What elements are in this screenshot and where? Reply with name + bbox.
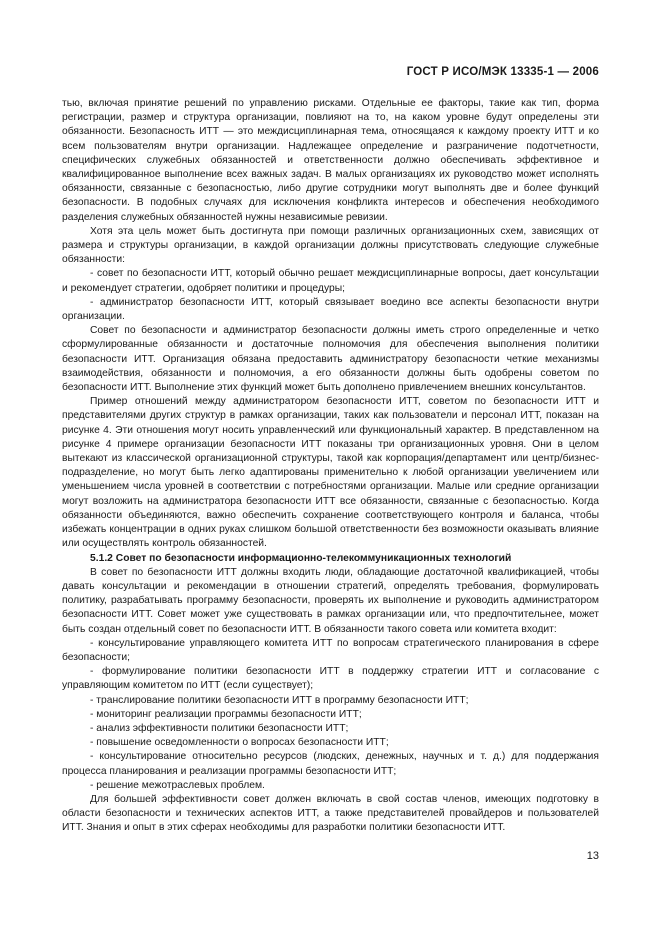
paragraph: Для большей эффективности совет должен включать в свой состав членов, имеющих подготовку в области безопасности и технических аспектов ИТТ, а также представителей провайдеров и пользователей ИТТ. Знания и опыт в этих сферах необходимы для разработки политики безопасности ИТТ. <box>62 793 599 834</box>
list-item: - консультирование управляющего комитета ИТТ по вопросам стратегического планирования в сфере безопасности; <box>62 637 599 663</box>
list-item: - мониторинг реализации программы безопасности ИТТ; <box>90 708 362 720</box>
paragraph: Совет по безопасности и администратор безопасности должны иметь строго определенные и четко сформулированные обязанности и достаточные полномочия для обеспечения выполнения политики безопасности ИТТ. Организация обязана предоставить администратору безопасности четкие механизмы взаимодействия, обязанности и полномочия, а его обязанности должны быть одобрены советом по безопасности ИТТ. Выполнение этих функций может быть дополнено привлечением внешних консультантов. <box>62 325 599 394</box>
list-item: - администратор безопасности ИТТ, который связывает воедино все аспекты безопасности внутри организации. <box>62 296 599 323</box>
page-header: ГОСТ Р ИСО/МЭК 13335-1 — 2006 <box>406 66 599 78</box>
paragraph: Пример отношений между администратором безопасности ИТТ, советом по безопасности ИТТ и представителями других структур в рамках организации, таких как пользователи и персонал ИТТ, показан на рисунке 4. Эти отношения могут носить управленческий или функциональный характер. В представленном на рисунке 4 примере организации безопасности ИТТ показаны три организационных уровня. Они в целом вытекают из классической организационной структуры, такой как корпорация/департамент или центр/бизнес-подразделение, но могут быть легко адаптированы применительно к любой организации увеличением или уменьшением числа уровней в соответствии с потребностями организации. Малые или средние организации могут возложить на администратора безопасности ИТТ все обязанности, связанные с безопасностью. Когда обязанности объединяются, важно обеспечить сохранение соответствующего контроля и баланса, чтобы избежать концентрации в одних руках слишком большой ответственности без возможности оказывать влияние или осуществлять контроль обязанностей. <box>62 396 599 550</box>
section-heading: 5.1.2 Совет по безопасности информационно-телекоммуникационных технологий <box>90 552 512 564</box>
list-item: - совет по безопасности ИТТ, который обычно решает междисциплинарные вопросы, дает консультации и рекомендует стратегии, одобряет политики и процедуры; <box>62 268 599 294</box>
paragraph: тью, включая принятие решений по управлению рисками. Отдельные ее факторы, такие как тип, форма регистрации, размер и структура организации, повлияют на то, на каком уровне будут определены эти обязанности. Безопасность ИТТ — это междисциплинарная тема, относящаяся к каждому проекту ИТТ и ко всем пользователям внутри организации. Надлежащее определение и разграничение подотчетности, специфических служебных обязанностей и ответственности должно обеспечивать эффективное и квалифицированное выполнение всех важных задач. В малых организациях их руководство может исполнять обязанности, связанные с безопасностью, либо другие сотрудники могут выполнять две и более функций безопасности. В подобных случаях для исключения конфликта интересов и обеспечения необходимого разделения служебных обязанностей нужны независимые ревизии. <box>62 98 599 223</box>
paragraph: В совет по безопасности ИТТ должны входить люди, обладающие достаточной квалификацией, чтобы давать консультации и рекомендации в отношении стратегий, определять требования, формулировать политику, разрабатывать программу безопасности, проверять их выполнение и руководить администратором безопасности ИТТ. Совет может уже существовать в рамках организации или, что предпочтительнее, может быть создан отдельный совет по безопасности ИТТ. В обязанности такого совета или комитета входит: <box>62 566 599 635</box>
list-item: - консультирование относительно ресурсов (людских, денежных, научных и т. д.) для поддержания процесса планирования и реализации программы безопасности ИТТ; <box>62 751 599 777</box>
list-item: - транслирование политики безопасности ИТТ в программу безопасности ИТТ; <box>90 694 469 706</box>
list-item: - анализ эффективности политики безопасности ИТТ; <box>90 722 349 734</box>
document-body <box>62 97 599 836</box>
list-item: - формулирование политики безопасности ИТТ в поддержку стратегии ИТТ и согласование с управляющим комитетом по ИТТ (если существует); <box>62 666 599 692</box>
list-item: - повышение осведомленности о вопросах безопасности ИТТ; <box>90 737 389 749</box>
paragraph: Хотя эта цель может быть достигнута при помощи различных организационных схем, зависящих от размера и структуры организации, в каждой организации должны присутствовать следующие служебные обязанности: <box>62 225 599 266</box>
page-number: 13 <box>586 850 599 862</box>
list-item: - решение межотраслевых проблем. <box>90 779 265 791</box>
